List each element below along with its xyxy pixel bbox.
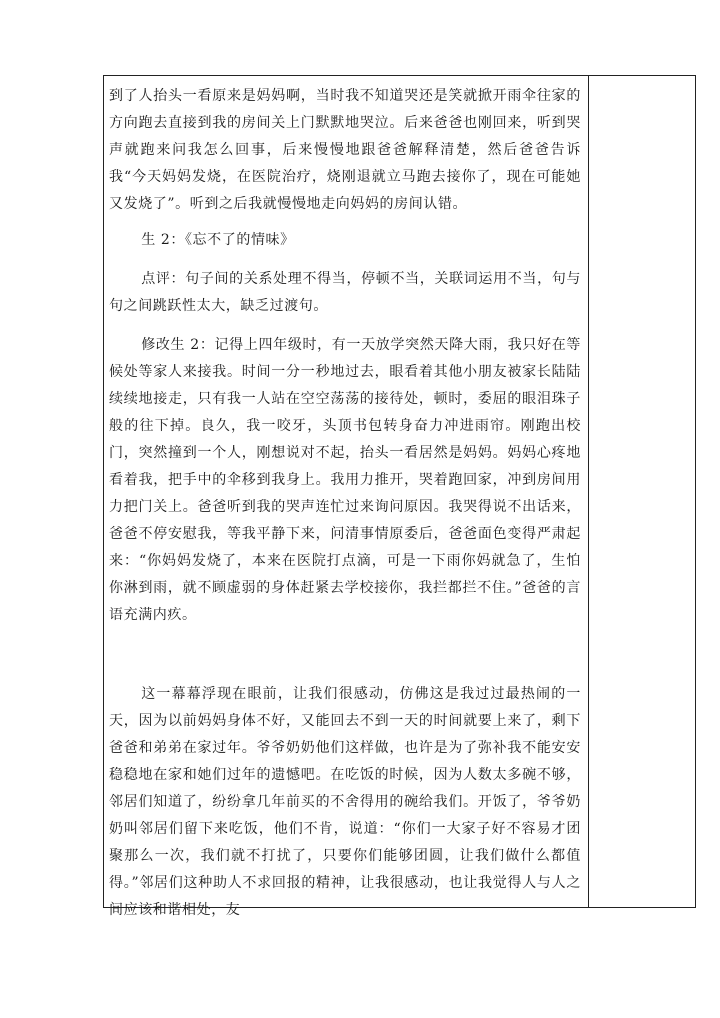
notes-cell [589,76,695,907]
new-year-paragraph: 这一幕幕浮现在眼前，让我们很感动，仿佛这是我过过最热闹的一天，因为以前妈妈身体不好，又能回去不到一天的时间就要上来了，剩下爸爸和弟弟在家过年。爷爷奶奶他们这样做，也许是为了弥补我不能安安稳稳地在家和她们过年的遗憾吧。在吃饭的时候，因为人数太多碗不够，邻居们知道了，纷纷拿几年前买的不舍得用的碗给我们。开饭了，爷爷奶奶叫邻居们留下来吃饭，他们不肯，说道：“你们一大家子好不容易才团聚那么一次，我们就不打扰了，只要你们能够团圆，让我们做什么都值得。”邻居们这种助人不求回报的精神，让我很感动，也让我觉得人与人之间应该和谐相处，友 [109,686,581,918]
revised-student2-paragraph: 修改生 2：记得上四年级时，有一天放学突然天降大雨，我只好在等候处等家人来接我。时间一分一秒地过去，眼看着其他小朋友被家长陆陆续续地接走，只有我一人站在空空荡荡的接待处，顿时，委屈的眼泪珠子般的往下掉。良久，我一咬牙，头顶书包转身奋力冲进雨帘。刚跑出校门，突然撞到一个人，刚想说对不起，抬头一看居然是妈妈。妈妈心疼地看着我，把手中的伞移到我身上。我用力推开，哭着跑回家，冲到房间用力把门关上。爸爸听到我的哭声连忙过来询问原因。我哭得说不出话来，爸爸不停安慰我，等我平静下来，问清事情原委后，爸爸面色变得严肃起来：“你妈妈发烧了，本来在医院打点滴，可是一下雨你妈就急了，生怕你淋到雨，就不顾虚弱的身体赶紧去学校接你，我拦都拦不住。”爸爸的言语充满内疚。 [109,337,581,623]
lesson-table [103,75,696,918]
content-cell [109,83,581,924]
paragraph-continued: 到了人抬头一看原来是妈妈啊，当时我不知道哭还是笑就掀开雨伞往家的方向跑去直接到我的房间关上门默默地哭泣。后来爸爸也刚回来，听到哭声就跑来问我怎么回事，后来慢慢地跟爸爸解释清楚，然后爸爸告诉我“今天妈妈发烧，在医院治疗，烧刚退就立马跑去接你了，现在可能她又发烧了”。听到之后我就慢慢地走向妈妈的房间认错。 [109,88,581,212]
teacher-comment: 点评：句子间的关系处理不得当，停顿不当，关联词运用不当，句与句之间跳跃性太大，缺乏过渡句。 [109,271,581,314]
student2-heading: 生 2：《忘不了的情味》 [141,232,295,248]
